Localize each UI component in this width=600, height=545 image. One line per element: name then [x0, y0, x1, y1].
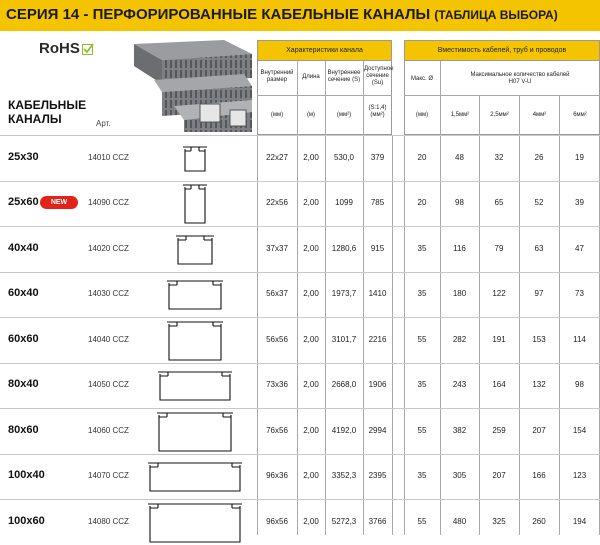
duct-profile-icon — [157, 367, 233, 403]
cell-size: 22x27 — [266, 152, 288, 162]
cell-su: 3766 — [368, 516, 387, 526]
col-inner-size: Внутренний размер — [260, 70, 294, 83]
duct-size: 25x30 — [8, 150, 39, 163]
article-number: 14070 CCZ — [88, 471, 129, 481]
cell-c3: 26 — [534, 152, 544, 162]
duct-size: 60x60 — [8, 332, 39, 345]
row-divider — [0, 408, 600, 409]
cell-s: 1099 — [335, 198, 353, 208]
col-avail-section: Доступное сечение (Su) — [364, 66, 394, 86]
cell-d: 20 — [417, 152, 427, 162]
article-number: 14020 CCZ — [88, 243, 129, 253]
article-number: 14050 CCZ — [88, 380, 129, 390]
cell-c4: 19 — [575, 152, 584, 162]
article-number: 14090 CCZ — [88, 198, 129, 208]
cell-c1: 98 — [455, 198, 464, 208]
duct-profile-icon — [166, 317, 224, 363]
cell-c2: 259 — [492, 425, 506, 435]
duct-profile-icon — [182, 142, 208, 174]
duct-size: 60x40 — [8, 287, 39, 300]
cell-len: 2,00 — [303, 334, 319, 344]
row-divider — [0, 499, 600, 500]
unit-size: (мм) — [270, 112, 284, 118]
row-divider — [0, 363, 600, 364]
cell-size: 73x36 — [266, 380, 288, 390]
cell-c1: 116 — [453, 243, 466, 253]
row-divider — [0, 226, 600, 227]
duct-size: 80x40 — [8, 378, 39, 391]
cell-c1: 382 — [452, 425, 467, 435]
rohs-logo — [39, 40, 94, 57]
cell-len: 2,00 — [303, 289, 319, 299]
row-divider — [0, 317, 600, 318]
cell-c4: 39 — [575, 198, 584, 208]
cell-c2: 164 — [492, 380, 506, 390]
cell-s: 1973,7 — [331, 289, 357, 299]
col-wire-4: 4мм² — [532, 112, 547, 118]
cell-len: 2,00 — [303, 425, 319, 435]
cell-c2: 65 — [494, 198, 504, 208]
article-number: 14010 CCZ — [88, 152, 129, 162]
cell-c4: 194 — [572, 516, 587, 526]
cell-c3: 153 — [532, 334, 546, 344]
title-main: СЕРИЯ 14 - ПЕРФОРИРОВАННЫЕ КАБЕЛЬНЫЕ КАНАЛЫ — [6, 6, 431, 23]
rohs-text: RoHS — [39, 40, 80, 57]
cell-c4: 73 — [575, 289, 584, 299]
cell-c3: 166 — [532, 471, 546, 481]
article-number: 14030 CCZ — [88, 289, 129, 299]
col-wire-2-5: 2,5мм² — [490, 112, 509, 118]
cell-c4: 154 — [572, 425, 587, 435]
unit-max-diameter: (мм) — [415, 112, 429, 118]
cell-c1: 243 — [452, 380, 467, 390]
duct-size: 40x40 — [8, 241, 39, 254]
cell-c4: 123 — [572, 471, 587, 481]
row-divider — [0, 272, 600, 273]
cell-su: 915 — [370, 243, 385, 253]
cell-c4: 114 — [573, 334, 586, 344]
article-number: 14040 CCZ — [88, 334, 129, 344]
article-number: 14080 CCZ — [88, 516, 129, 526]
cell-size: 96x56 — [266, 516, 288, 526]
cell-d: 35 — [417, 289, 427, 299]
cell-len: 2,00 — [303, 471, 319, 481]
header-line2: КАНАЛЫ — [8, 112, 62, 126]
cell-c3: 207 — [532, 425, 546, 435]
cell-s: 3101,7 — [331, 334, 357, 344]
cell-c3: 63 — [534, 243, 544, 253]
cell-c4: 47 — [575, 243, 584, 253]
cell-d: 35 — [417, 243, 427, 253]
capacity-subtitle: Максимальное количество кабелей H07 V-U — [470, 72, 570, 85]
duct-profile-icon — [147, 458, 243, 494]
cell-len: 2,00 — [303, 243, 319, 253]
duct-profile-icon — [175, 231, 215, 267]
cell-c2: 207 — [492, 471, 506, 481]
cell-c3: 260 — [532, 516, 546, 526]
duct-profile-icon — [156, 408, 234, 454]
cell-s: 530,0 — [333, 152, 355, 162]
cell-size: 37x37 — [266, 243, 288, 253]
col-wire-1-5: 1,5мм² — [450, 112, 470, 118]
cell-c4: 98 — [575, 380, 584, 390]
column-header-ducts — [8, 98, 86, 126]
cell-c3: 97 — [534, 289, 544, 299]
column-header-art: Арт. — [96, 119, 111, 128]
title-sub: (ТАБЛИЦА ВЫБОРА) — [434, 8, 558, 22]
cell-size: 96x36 — [266, 471, 288, 481]
cell-len: 2,00 — [303, 152, 319, 162]
cell-c2: 191 — [492, 334, 506, 344]
unit-section: (мм²) — [336, 112, 352, 118]
cell-c1: 48 — [455, 152, 464, 162]
title-banner — [0, 0, 600, 31]
cell-su: 785 — [370, 198, 385, 208]
cell-d: 35 — [417, 380, 427, 390]
cell-c1: 305 — [452, 471, 467, 481]
cell-len: 2,00 — [303, 380, 319, 390]
cell-len: 2,00 — [303, 198, 319, 208]
duct-profile-icon — [166, 276, 224, 312]
cell-d: 55 — [417, 334, 427, 344]
new-badge: NEW — [40, 196, 78, 209]
cell-d: 55 — [417, 425, 427, 435]
col-max-diameter: Макс. Ø — [410, 76, 434, 82]
cell-c1: 180 — [452, 289, 467, 299]
duct-size: 25x60 — [8, 196, 39, 209]
cell-size: 76x56 — [266, 425, 288, 435]
cell-d: 35 — [417, 471, 427, 481]
cell-su: 2216 — [368, 334, 387, 344]
row-divider — [0, 135, 600, 136]
duct-profile-icon — [182, 180, 208, 226]
product-photo — [134, 40, 252, 132]
cell-s: 3352,3 — [331, 471, 357, 481]
cell-su: 2994 — [368, 425, 387, 435]
check-icon — [82, 43, 94, 55]
cell-s: 1280,6 — [331, 243, 357, 253]
duct-profile-icon — [147, 499, 243, 545]
cell-s: 5272,3 — [331, 516, 357, 526]
cell-c3: 132 — [532, 380, 546, 390]
col-wire-6: 6мм² — [573, 112, 587, 118]
group-capacity-title: Вместимость кабелей, труб и проводов — [437, 47, 567, 54]
cell-c2: 32 — [494, 152, 504, 162]
cell-size: 22x56 — [266, 198, 288, 208]
cell-s: 2668,0 — [331, 380, 357, 390]
cell-size: 56x37 — [266, 289, 288, 299]
duct-size: 100x60 — [8, 514, 45, 527]
header-line1: КАБЕЛЬНЫЕ — [8, 98, 87, 112]
cell-d: 20 — [417, 198, 427, 208]
cell-c2: 122 — [492, 289, 506, 299]
cell-c2: 79 — [494, 243, 504, 253]
unit-avail: (S:1,4) (мм²) — [368, 105, 387, 118]
group-channel-specs-title: Характеристики канала — [286, 47, 363, 54]
cell-su: 1906 — [368, 380, 387, 390]
col-inner-section: Внутреннее сечение (S) — [327, 70, 361, 83]
cell-su: 379 — [370, 152, 385, 162]
cell-len: 2,00 — [303, 516, 319, 526]
article-number: 14060 CCZ — [88, 425, 129, 435]
row-divider — [0, 454, 600, 455]
cell-d: 55 — [417, 516, 427, 526]
page-title — [6, 6, 558, 23]
cell-c2: 325 — [492, 516, 506, 526]
cell-c3: 52 — [534, 198, 544, 208]
duct-size: 100x40 — [8, 469, 45, 482]
cell-su: 2395 — [368, 471, 387, 481]
cell-su: 1410 — [368, 289, 387, 299]
cell-c1: 480 — [452, 516, 467, 526]
cell-size: 56x56 — [266, 334, 288, 344]
cell-s: 4192,0 — [331, 425, 357, 435]
col-length: Длина — [302, 74, 320, 80]
duct-size: 80x60 — [8, 423, 39, 436]
cell-c1: 282 — [452, 334, 467, 344]
row-divider — [0, 181, 600, 182]
unit-length: (м) — [306, 112, 316, 118]
